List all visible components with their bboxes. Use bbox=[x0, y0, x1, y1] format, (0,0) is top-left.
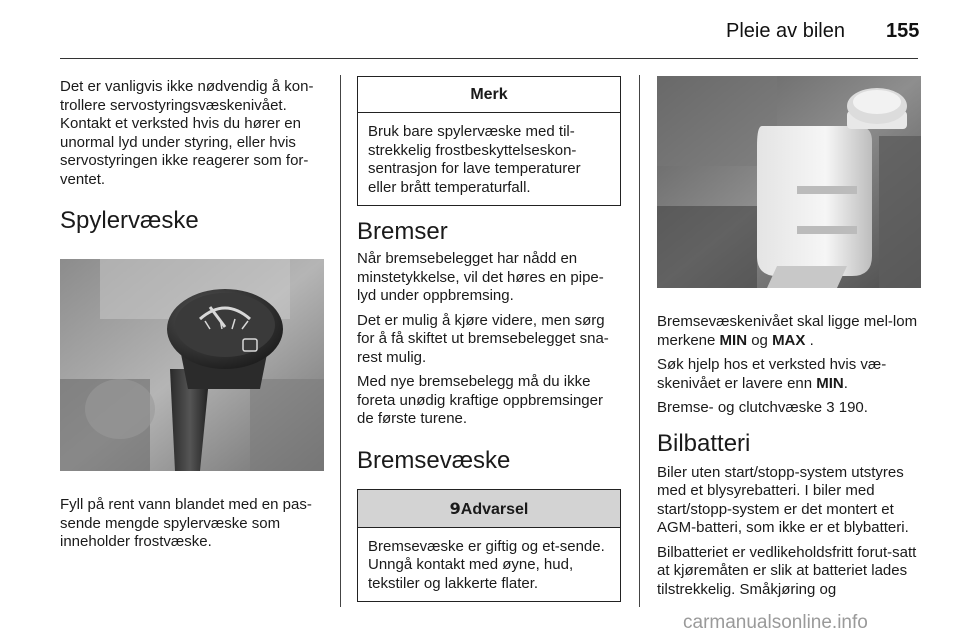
min-label: MIN bbox=[816, 374, 844, 392]
battery-paragraph-1: Biler uten start/stopp-system utstyres med et blysyrebatteri. I biler med start/stopp-system er det montert et AGM-batteri, som ikke er et blybatteri. bbox=[657, 463, 909, 536]
battery-paragraph-2: Bilbatteriet er vedlikeholdsfritt forut-satt at kjøremåten er slik at batteriet lades tilstrekkelig. Småkjøring og bbox=[657, 543, 917, 598]
brake-fluid-level-text: Bremsevæskenivået skal ligge mel-lom merkene MIN og MAX . bbox=[657, 313, 918, 349]
power-steering-text: Det er vanligvis ikke nødvendig å kon-trollere servostyringsvæskenivået. Kontakt et verksted hvis du hører en unormal lyd under styring, eller hvis servostyringen ikke reagerer som for-ventet. bbox=[60, 78, 314, 188]
column-3 bbox=[657, 76, 921, 605]
watermark: carmanualsonline.info bbox=[683, 612, 868, 633]
warning-title bbox=[358, 490, 620, 528]
page-reference-arrow-icon: 3 bbox=[826, 399, 835, 416]
brakes-heading: Bremser bbox=[357, 218, 448, 245]
washer-fluid-caption: Fyll på rent vann blandet med en pas-sende mengde spylervæske som inneholder frostvæske. bbox=[60, 496, 312, 550]
note-title: Merk bbox=[358, 77, 620, 113]
battery-heading: Bilbatteri bbox=[657, 429, 751, 457]
brakes-paragraph-1: Når bremsebelegget har nådd en minstetykkelse, vil det høres en pipe-lyd under oppbremsing. bbox=[357, 250, 604, 304]
brake-fluid-heading: Bremsevæske bbox=[357, 446, 511, 474]
column-1 bbox=[60, 78, 324, 558]
note-text: Bruk bare spylervæske med til-strekkelig frostbeskyttelseskon-sentrasjon for lave temperaturer eller brått temperaturfall. bbox=[368, 123, 581, 196]
column-2 bbox=[357, 76, 621, 610]
note-box bbox=[357, 76, 621, 206]
workshop-help-text: Søk hjelp hos et verksted hvis væ-skenivået er lavere enn MIN. bbox=[657, 356, 887, 392]
page-header-title: Pleie av bilen bbox=[726, 20, 845, 42]
warning-text: Bremsevæske er giftig og et-sende. Unngå kontakt med øyne, hud, tekstiler og lakkerte flater. bbox=[368, 537, 605, 592]
column-divider-2 bbox=[639, 75, 640, 607]
max-mark-label: MAX bbox=[772, 331, 806, 349]
warning-box bbox=[357, 489, 621, 603]
column-divider-1 bbox=[340, 75, 341, 607]
washer-fluid-heading: Spylervæske bbox=[60, 207, 199, 234]
warning-icon: 9 bbox=[449, 498, 461, 518]
washer-fluid-photo bbox=[60, 259, 324, 471]
brake-clutch-fluid-reference: Bremse- og clutchvæske 3 190. bbox=[657, 399, 868, 416]
brakes-paragraph-3: Med nye bremsebelegg må du ikke foreta unødig kraftige oppbremsinger de første turene. bbox=[357, 373, 603, 427]
min-mark-label: MIN bbox=[719, 331, 748, 349]
brake-fluid-reservoir-photo bbox=[657, 76, 921, 288]
brakes-paragraph-2: Det er mulig å kjøre videre, men sørg for å få skiftet ut bremsebelegget sna-rest mulig. bbox=[357, 311, 609, 366]
header-rule bbox=[60, 58, 918, 59]
page-number: 155 bbox=[886, 20, 920, 42]
warning-label: Advarsel bbox=[460, 500, 529, 518]
